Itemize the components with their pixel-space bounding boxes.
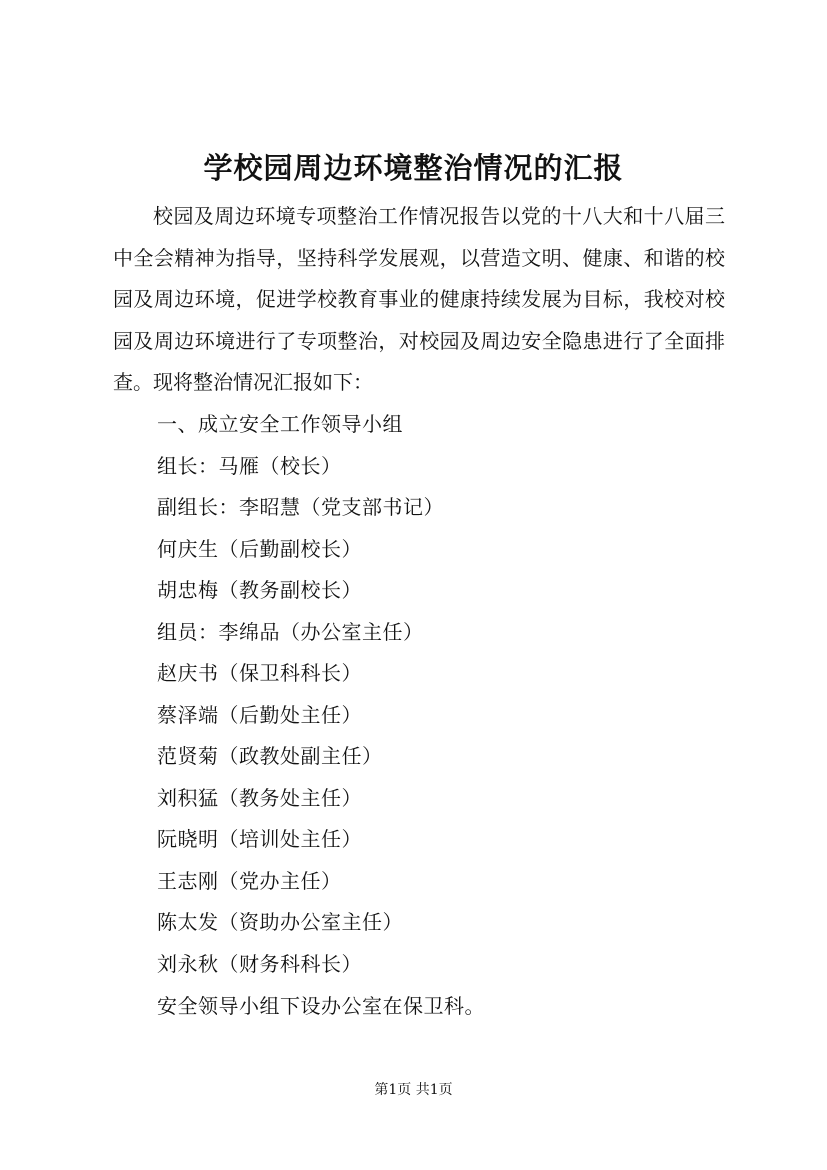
page-number: 第1页 共1页 — [374, 1082, 453, 1098]
member-line: 范贤菊（政教处副主任） — [157, 744, 383, 768]
member-line: 胡忠梅（教务副校长） — [157, 578, 362, 602]
member-line: 赵庆书（保卫科科长） — [157, 661, 362, 685]
office-note: 安全领导小组下设办公室在保卫科。 — [157, 994, 485, 1018]
member-line: 组员：李绵品（办公室主任） — [157, 620, 424, 644]
member-line: 刘积猛（教务处主任） — [157, 786, 362, 810]
member-line: 陈太发（资助办公室主任） — [157, 910, 403, 934]
member-line: 何庆生（后勤副校长） — [157, 537, 362, 561]
section-heading: 一、成立安全工作领导小组 — [157, 412, 403, 436]
member-line: 刘永秋（财务科科长） — [157, 952, 362, 976]
member-line: 副组长：李昭慧（党支部书记） — [157, 495, 444, 519]
intro-paragraph: 校园及周边环境专项整治工作情况报告以党的十八大和十八届三中全会精神为指导，坚持科学发展观，以营造文明、健康、和谐的校园及周边环境，促进学校教育事业的健康持续发展为目标，我校对校园及周边环境进行了专项整治，对校园及周边安全隐患进行了全面排查。现将整治情况汇报如下： — [113, 204, 725, 394]
member-line: 蔡泽端（后勤处主任） — [157, 703, 362, 727]
member-line: 阮晓明（培训处主任） — [157, 827, 362, 851]
member-line: 王志刚（党办主任） — [157, 869, 342, 893]
document-title: 学校园周边环境整治情况的汇报 — [203, 151, 624, 185]
member-line: 组长：马雁（校长） — [157, 454, 342, 478]
